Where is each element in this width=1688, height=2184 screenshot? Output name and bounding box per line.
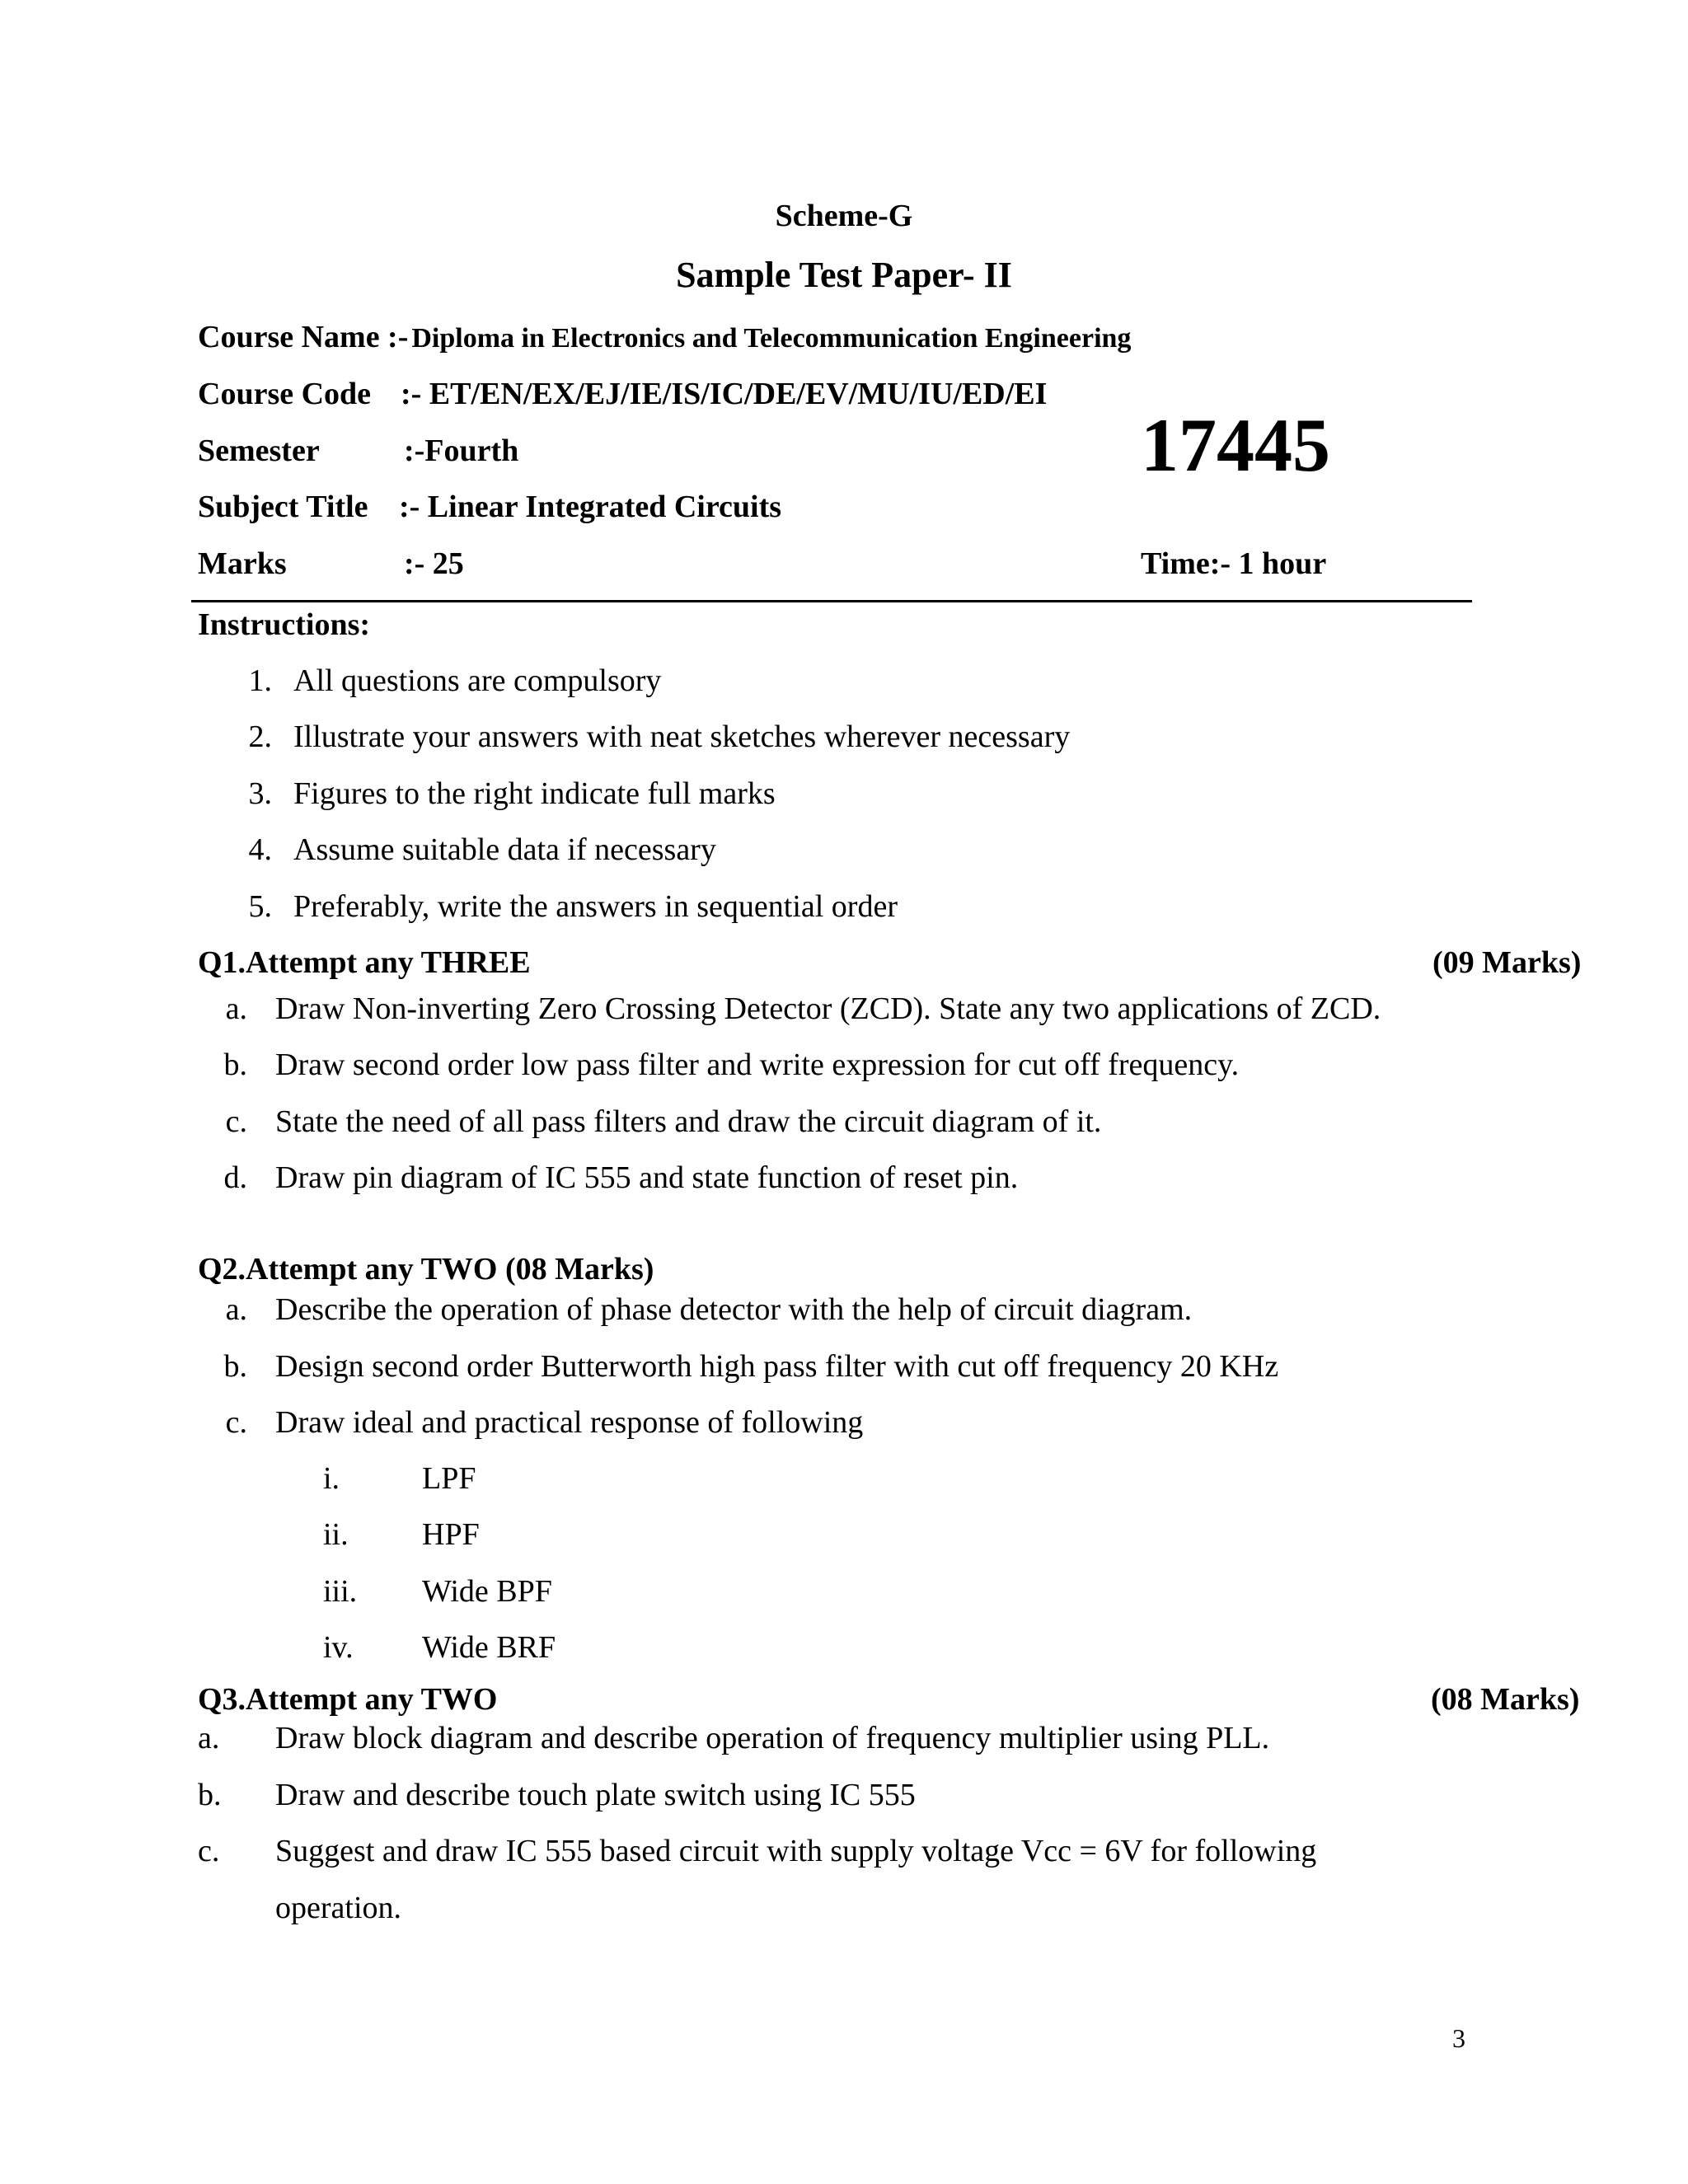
- subitem-text: HPF: [422, 1517, 480, 1552]
- subitem-label: iii.: [323, 1574, 358, 1609]
- question-text: Draw ideal and practical response of following: [275, 1405, 864, 1440]
- instruction-number: 3.: [248, 776, 272, 811]
- paper-title: Sample Test Paper- II: [676, 255, 1012, 295]
- question-label: a.: [225, 1292, 247, 1327]
- scheme-label: Scheme-G: [775, 199, 913, 233]
- instruction-text: All questions are compulsory: [293, 663, 662, 698]
- question-label: c.: [225, 1405, 247, 1440]
- instruction-number: 5.: [248, 889, 272, 924]
- page-number: 3: [1452, 2023, 1465, 2053]
- question-text: Draw second order low pass filter and write expression for cut off frequency.: [275, 1047, 1240, 1082]
- question-label: b.: [198, 1778, 222, 1812]
- question-label: a.: [198, 1721, 220, 1755]
- instruction-number: 1.: [248, 663, 272, 698]
- subitem-label: i.: [323, 1461, 340, 1496]
- subject-label: Subject Title: [198, 490, 368, 524]
- q2-heading: Q2.Attempt any TWO (08 Marks): [198, 1252, 654, 1286]
- time-value: Time:- 1 hour: [1141, 546, 1327, 581]
- marks-label: Marks: [198, 546, 287, 581]
- question-label: a.: [225, 991, 247, 1026]
- header-divider: [191, 600, 1472, 602]
- instruction-text: Preferably, write the answers in sequential order: [293, 889, 898, 924]
- question-text: Design second order Butterworth high pass filter with cut off frequency 20 KHz: [275, 1349, 1279, 1384]
- subitem-text: Wide BRF: [422, 1630, 556, 1665]
- marks-value: :- 25: [404, 546, 464, 581]
- instruction-text: Illustrate your answers with neat sketches wherever necessary: [293, 719, 1071, 754]
- q1-marks: (09 Marks): [1432, 945, 1582, 980]
- question-text: Draw block diagram and describe operation of frequency multiplier using PLL.: [275, 1721, 1270, 1755]
- question-text: Suggest and draw IC 555 based circuit with supply voltage Vcc = 6V for following: [275, 1834, 1317, 1868]
- subject-value: :- Linear Integrated Circuits: [399, 490, 782, 524]
- question-text: State the need of all pass filters and draw the circuit diagram of it.: [275, 1104, 1102, 1139]
- question-text: Draw pin diagram of IC 555 and state function of reset pin.: [275, 1160, 1019, 1195]
- instruction-number: 2.: [248, 719, 272, 754]
- question-label: c.: [225, 1104, 247, 1139]
- course-name-label: Course Name :-: [198, 320, 409, 354]
- question-continuation: operation.: [275, 1891, 402, 1925]
- instruction-text: Assume suitable data if necessary: [293, 832, 716, 867]
- question-text: Draw and describe touch plate switch using IC 555: [275, 1778, 916, 1812]
- subitem-label: ii.: [323, 1517, 349, 1552]
- subitem-label: iv.: [323, 1630, 354, 1665]
- q3-heading: Q3.Attempt any TWO: [198, 1682, 498, 1717]
- instructions-heading: Instructions:: [198, 607, 371, 642]
- course-code-value: :- ET/EN/EX/EJ/IE/IS/IC/DE/EV/MU/IU/ED/EI: [401, 377, 1048, 411]
- q3-marks: (08 Marks): [1431, 1682, 1580, 1717]
- question-label: d.: [223, 1160, 247, 1195]
- question-text: Draw Non-inverting Zero Crossing Detector (ZCD). State any two applications of ZCD.: [275, 991, 1381, 1026]
- subitem-text: LPF: [422, 1461, 476, 1496]
- instruction-number: 4.: [248, 832, 272, 867]
- question-text: Describe the operation of phase detector with the help of circuit diagram.: [275, 1292, 1193, 1327]
- semester-label: Semester: [198, 434, 320, 468]
- paper-code: 17445: [1141, 403, 1330, 487]
- question-label: b.: [223, 1047, 247, 1082]
- q1-heading: Q1.Attempt any THREE: [198, 945, 531, 980]
- course-name-value: Diploma in Electronics and Telecommunication Engineering: [411, 323, 1132, 354]
- question-label: c.: [198, 1834, 220, 1868]
- question-label: b.: [223, 1349, 247, 1384]
- course-code-label: Course Code: [198, 377, 372, 411]
- course-name-row: [198, 319, 1131, 355]
- semester-value: :-Fourth: [404, 434, 519, 468]
- subitem-text: Wide BPF: [422, 1574, 552, 1609]
- instruction-text: Figures to the right indicate full marks: [293, 776, 776, 811]
